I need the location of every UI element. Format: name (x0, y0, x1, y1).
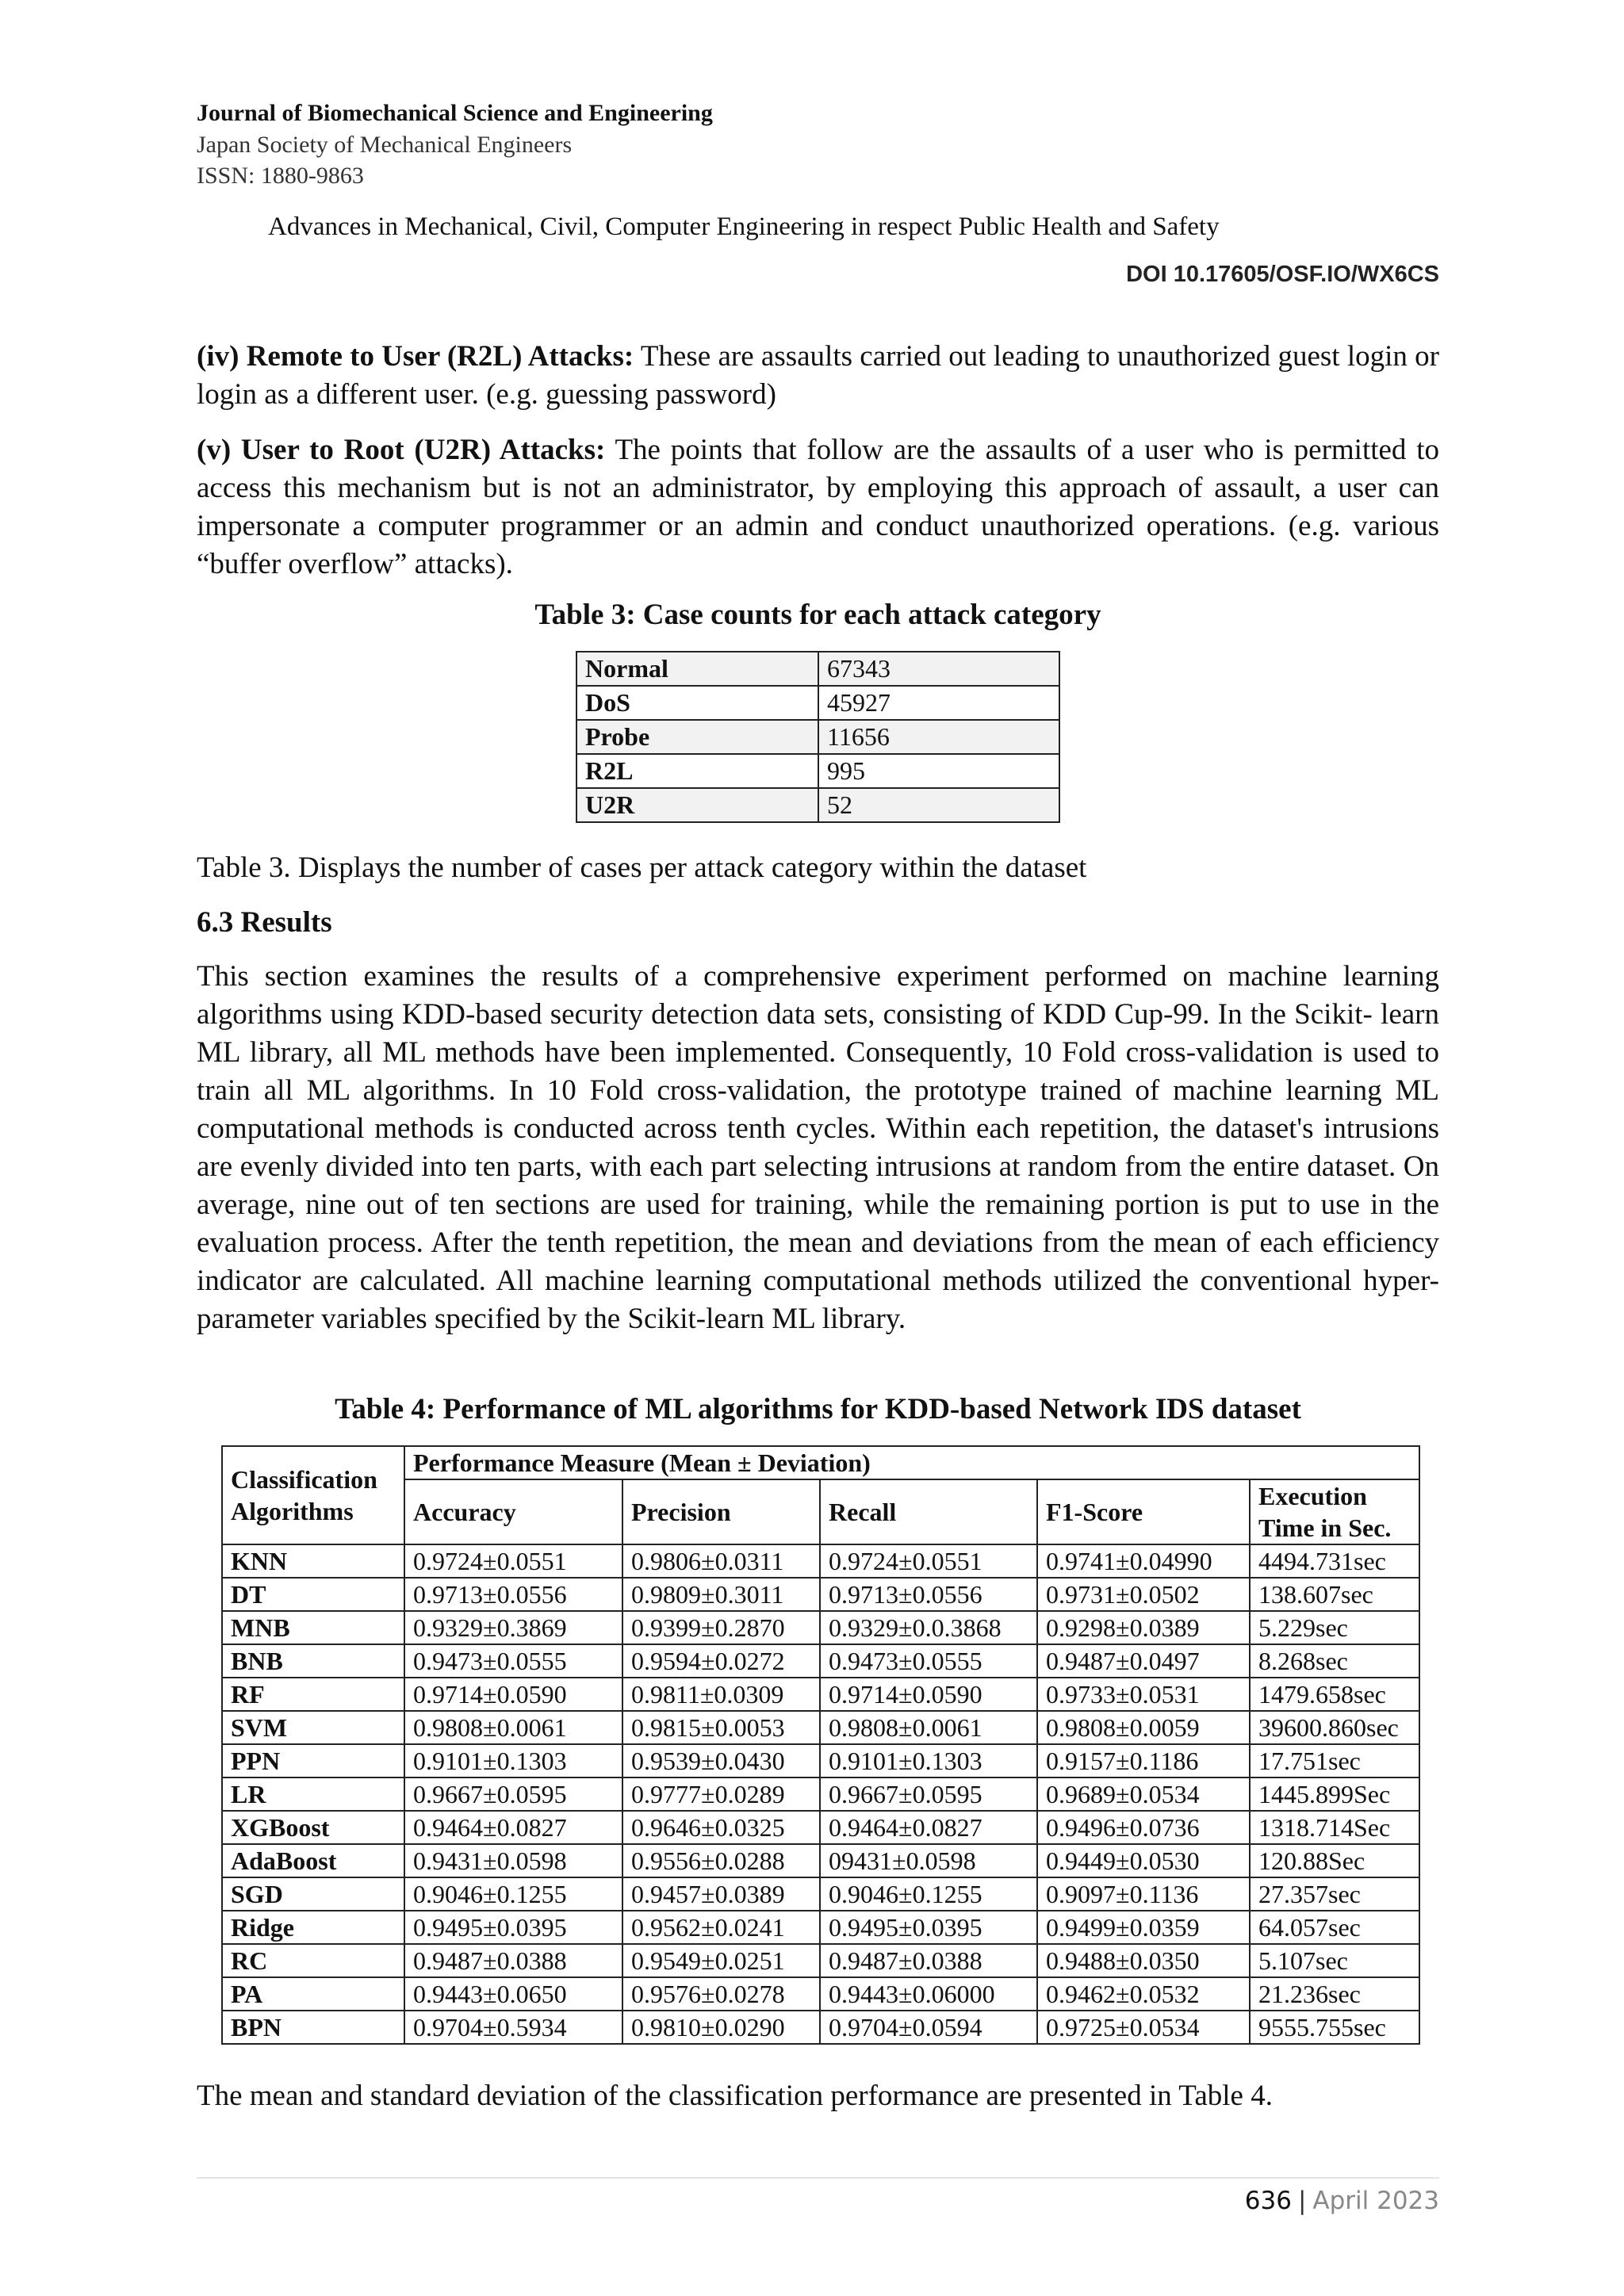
row-header: Classification Algorithms (222, 1446, 404, 1544)
table-row (222, 1844, 1419, 1877)
table3 (576, 651, 1060, 823)
table-row (222, 1977, 1419, 2011)
table-cell: 0.9724±0.0551 (820, 1544, 1037, 1578)
table-cell: 27.357sec (1250, 1877, 1419, 1911)
col-accuracy: Accuracy (404, 1479, 622, 1544)
table-row (576, 686, 1059, 720)
table-cell: 0.9097±0.1136 (1037, 1877, 1250, 1911)
table4 (221, 1445, 1420, 2045)
table3-note: Table 3. Displays the number of cases per attack category within the dataset (197, 851, 1087, 884)
table-row (222, 1777, 1419, 1811)
table-cell: 0.9704±0.0594 (820, 2011, 1037, 2044)
page-footer (1245, 2187, 1439, 2215)
table-cell: 0.9298±0.0389 (1037, 1611, 1250, 1644)
table-cell: PA (222, 1977, 404, 2011)
table-row (222, 1744, 1419, 1777)
table-cell: 995 (818, 754, 1059, 788)
r2l-text: These are assaults carried out leading to unauthorized guest login or login as a different user. (e.g. guessing password) (197, 340, 1439, 411)
table-cell: 0.9549±0.0251 (622, 1944, 820, 1977)
table-row (222, 1911, 1419, 1944)
table-cell: 52 (818, 788, 1059, 822)
table-row (576, 652, 1059, 686)
table-row (222, 1544, 1419, 1578)
table-cell: 5.229sec (1250, 1611, 1419, 1644)
table-row (576, 754, 1059, 788)
journal-title: Journal of Biomechanical Science and Engineering (197, 100, 713, 126)
table-cell: 09431±0.0598 (820, 1844, 1037, 1877)
u2r-label: (v) User to Root (U2R) Attacks: (197, 434, 606, 466)
r2l-label: (iv) Remote to User (R2L) Attacks: (197, 340, 634, 373)
table-row (222, 1611, 1419, 1644)
footer-divider (197, 2177, 1439, 2179)
issn: ISSN: 1880-9863 (197, 163, 364, 189)
r2l-paragraph (197, 338, 1439, 414)
table-cell: 1479.658sec (1250, 1678, 1419, 1711)
table-row (222, 1711, 1419, 1744)
table-cell: 120.88Sec (1250, 1844, 1419, 1877)
table-cell: 0.9704±0.5934 (404, 2011, 622, 2044)
table-cell: 0.9713±0.0556 (820, 1578, 1037, 1611)
table-row (222, 2011, 1419, 2044)
table-cell: 0.9046±0.1255 (404, 1877, 622, 1911)
table-cell: 0.9576±0.0278 (622, 1977, 820, 2011)
closing-paragraph: The mean and standard deviation of the classification performance are presented in Table 4. (197, 2080, 1273, 2112)
table3-caption: Table 3: Case counts for each attack category (534, 599, 1101, 631)
table-cell: 0.9713±0.0556 (404, 1578, 622, 1611)
table-cell: 0.9457±0.0389 (622, 1877, 820, 1911)
table-cell: 39600.860sec (1250, 1711, 1419, 1744)
table-cell: BPN (222, 2011, 404, 2044)
table-cell: 0.9714±0.0590 (820, 1678, 1037, 1711)
table-cell: 0.9487±0.0497 (1037, 1644, 1250, 1678)
table-cell: 0.9046±0.1255 (820, 1877, 1037, 1911)
table-cell: 0.9806±0.0311 (622, 1544, 820, 1578)
table-cell: XGBoost (222, 1811, 404, 1844)
table-row (222, 1811, 1419, 1844)
table-cell: 64.057sec (1250, 1911, 1419, 1944)
table-row (222, 1644, 1419, 1678)
table-cell: 0.9449±0.0530 (1037, 1844, 1250, 1877)
table-cell: 0.9464±0.0827 (820, 1811, 1037, 1844)
table-cell: 0.9431±0.0598 (404, 1844, 622, 1877)
table-cell: 0.9741±0.04990 (1037, 1544, 1250, 1578)
table-cell: 0.9562±0.0241 (622, 1911, 820, 1944)
table-cell: KNN (222, 1544, 404, 1578)
table-cell: 0.9808±0.0061 (820, 1711, 1037, 1744)
table-cell: 0.9731±0.0502 (1037, 1578, 1250, 1611)
group-header: Performance Measure (Mean ± Deviation) (404, 1446, 1419, 1479)
doi: DOI 10.17605/OSF.IO/WX6CS (1126, 262, 1439, 287)
col-exec-time: Execution Time in Sec. (1250, 1479, 1419, 1544)
table-cell: 0.9808±0.0059 (1037, 1711, 1250, 1744)
table-cell: 0.9495±0.0395 (404, 1911, 622, 1944)
table-cell: 0.9495±0.0395 (820, 1911, 1037, 1944)
table-cell: 0.9487±0.0388 (404, 1944, 622, 1977)
table-row (222, 1944, 1419, 1977)
table-cell: 4494.731sec (1250, 1544, 1419, 1578)
table-cell: 0.9487±0.0388 (820, 1944, 1037, 1977)
table-cell: 0.9594±0.0272 (622, 1644, 820, 1678)
table-cell: 5.107sec (1250, 1944, 1419, 1977)
table-cell: 0.9714±0.0590 (404, 1678, 622, 1711)
table-cell: 0.9399±0.2870 (622, 1611, 820, 1644)
table-cell: AdaBoost (222, 1844, 404, 1877)
table-cell: Probe (576, 720, 818, 754)
table-cell: R2L (576, 754, 818, 788)
table-row (222, 1578, 1419, 1611)
table-cell: LR (222, 1777, 404, 1811)
table-cell: 0.9556±0.0288 (622, 1844, 820, 1877)
society-name: Japan Society of Mechanical Engineers (197, 132, 573, 158)
table-cell: 0.9725±0.0534 (1037, 2011, 1250, 2044)
table-cell: 0.9462±0.0532 (1037, 1977, 1250, 2011)
table-cell: 0.9539±0.0430 (622, 1744, 820, 1777)
results-heading: 6.3 Results (197, 906, 332, 939)
table-cell: 0.9473±0.0555 (404, 1644, 622, 1678)
table-cell: U2R (576, 788, 818, 822)
table-cell: 67343 (818, 652, 1059, 686)
table-cell: 0.9777±0.0289 (622, 1777, 820, 1811)
table-cell: MNB (222, 1611, 404, 1644)
table-cell: DT (222, 1578, 404, 1611)
table-cell: 0.9157±0.1186 (1037, 1744, 1250, 1777)
table-cell: DoS (576, 686, 818, 720)
table-cell: 0.9815±0.0053 (622, 1711, 820, 1744)
table4-caption: Table 4: Performance of ML algorithms for KDD-based Network IDS dataset (335, 1393, 1301, 1425)
table-cell: PPN (222, 1744, 404, 1777)
table-cell: 0.9810±0.0290 (622, 2011, 820, 2044)
table-cell: 0.9724±0.0551 (404, 1544, 622, 1578)
table-cell: RF (222, 1678, 404, 1711)
results-paragraph: This section examines the results of a comprehensive experiment performed on machine learning algorithms using KDD-based security detection data sets, consisting of KDD Cup-99. In the Scikit- learn ML library, all ML methods have been implemented. Consequently, 10 Fold cross-validation is used to train all ML algorithms. In 10 Fold cross-validation, the prototype trained of machine learning ML computational methods is conducted across tenth cycles. Within each repetition, the dataset's intrusions are evenly divided into ten parts, with each part selecting intrusions at random from the entire dataset. On average, nine out of ten sections are used for training, while the remaining portion is put to use in the evaluation process. After the tenth repetition, the mean and deviations from the mean of each efficiency indicator are calculated. All machine learning computational methods utilized the conventional hyper-parameter variables specified by the Scikit-learn ML library. (197, 960, 1439, 1335)
table-cell: 0.9443±0.06000 (820, 1977, 1037, 2011)
table-cell: 0.9329±0.0.3868 (820, 1611, 1037, 1644)
table-cell: 0.9811±0.0309 (622, 1678, 820, 1711)
table-cell: 0.9808±0.0061 (404, 1711, 622, 1744)
table-cell: 1318.714Sec (1250, 1811, 1419, 1844)
table-cell: 45927 (818, 686, 1059, 720)
table-cell: SVM (222, 1711, 404, 1744)
table-cell: 0.9443±0.0650 (404, 1977, 622, 2011)
table-cell: 17.751sec (1250, 1744, 1419, 1777)
table-cell: 0.9667±0.0595 (404, 1777, 622, 1811)
table-cell: 0.9809±0.3011 (622, 1578, 820, 1611)
table-row (222, 1877, 1419, 1911)
u2r-paragraph (197, 431, 1439, 584)
table-cell: 0.9101±0.1303 (404, 1744, 622, 1777)
table-row (576, 788, 1059, 822)
footer-separator: | (1297, 2187, 1307, 2215)
footer-date: April 2023 (1312, 2187, 1439, 2215)
table-cell: 0.9329±0.3869 (404, 1611, 622, 1644)
table-cell: 138.607sec (1250, 1578, 1419, 1611)
table-cell: 0.9733±0.0531 (1037, 1678, 1250, 1711)
table-cell: 0.9496±0.0736 (1037, 1811, 1250, 1844)
table-cell: 0.9473±0.0555 (820, 1644, 1037, 1678)
page-number: 636 (1244, 2187, 1292, 2215)
table-cell: 0.9689±0.0534 (1037, 1777, 1250, 1811)
table-cell: SGD (222, 1877, 404, 1911)
table-cell: 8.268sec (1250, 1644, 1419, 1678)
table-cell: 0.9101±0.1303 (820, 1744, 1037, 1777)
table-cell: 0.9667±0.0595 (820, 1777, 1037, 1811)
table-cell: 0.9646±0.0325 (622, 1811, 820, 1844)
table-cell: 11656 (818, 720, 1059, 754)
table-cell: RC (222, 1944, 404, 1977)
u2r-text: The points that follow are the assaults of a user who is permitted to access this mechanism but is not an administrator, by employing this approach of assault, a user can impersonate a computer programmer or an admin and conduct unauthorized operations. (e.g. various “buffer overflow” attacks). (197, 434, 1439, 580)
table-row (222, 1678, 1419, 1711)
table-cell: Ridge (222, 1911, 404, 1944)
table-cell: BNB (222, 1644, 404, 1678)
table-cell: 0.9488±0.0350 (1037, 1944, 1250, 1977)
table-cell: 1445.899Sec (1250, 1777, 1419, 1811)
conference-title: Advances in Mechanical, Civil, Computer Engineering in respect Public Health and Safety (268, 212, 1220, 241)
table-cell: 0.9499±0.0359 (1037, 1911, 1250, 1944)
table-cell: 0.9464±0.0827 (404, 1811, 622, 1844)
col-precision: Precision (622, 1479, 820, 1544)
table-cell: 9555.755sec (1250, 2011, 1419, 2044)
table-row (576, 720, 1059, 754)
table-cell: Normal (576, 652, 818, 686)
table-cell: 21.236sec (1250, 1977, 1419, 2011)
col-recall: Recall (820, 1479, 1037, 1544)
col-f1: F1-Score (1037, 1479, 1250, 1544)
